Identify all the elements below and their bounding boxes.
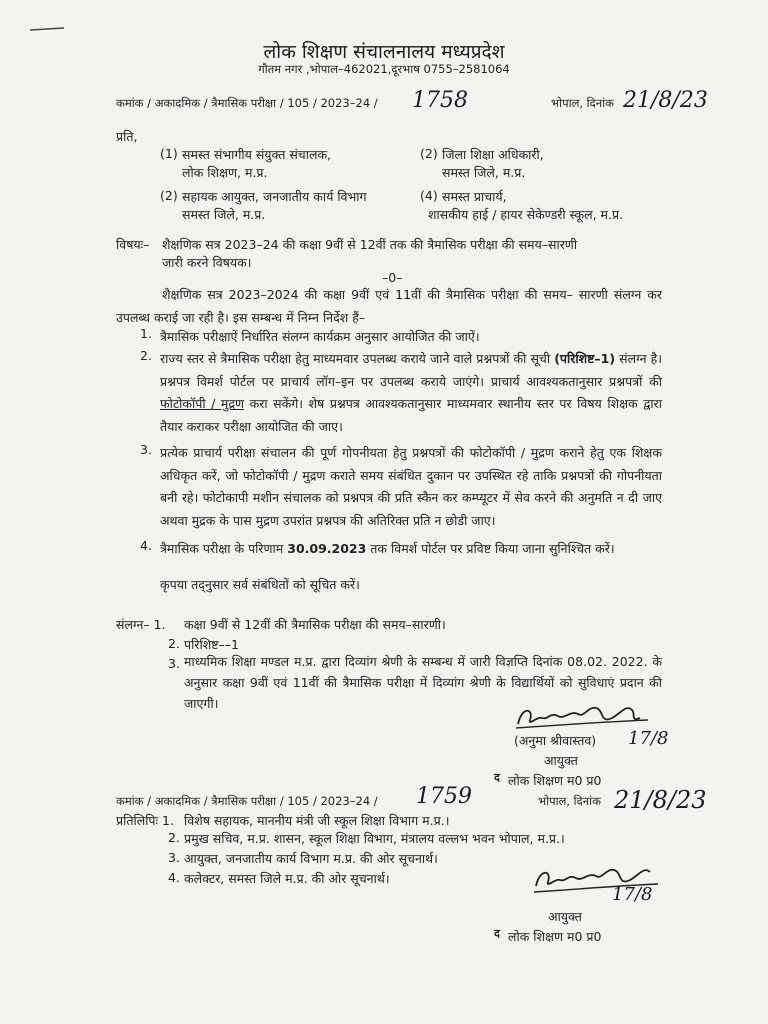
signature-handwritten-date: 17/8	[612, 884, 653, 905]
point-number: 1.	[140, 326, 152, 341]
signatory-title: आयुक्त	[548, 909, 582, 924]
intro-paragraph: शैक्षणिक सत्र 2023–2024 की कक्षा 9वीं एवं 11वीं की त्रैमासिक परीक्षा की समय– सारणी संलग्न कर उपलब्ध कराई जा रही है। इस सम्बन्ध में निम्न निर्देश हैं–	[116, 287, 662, 325]
copy-number: 4.	[168, 870, 180, 885]
ref-handwritten-date: 21/8/23	[614, 786, 707, 814]
ref-number: कमांक / अकादमिक / त्रैमासिक परीक्षा / 105 / 2023–24 /	[116, 96, 378, 110]
point-number: 2.	[140, 348, 152, 363]
copy-label: प्रतिलिपिः 1.	[116, 813, 174, 828]
point-paragraph	[160, 348, 662, 438]
signature-handwritten-date: 17/8	[628, 728, 669, 749]
recipient-line: समस्त प्राचार्य,	[442, 189, 507, 204]
point-text: तक विमर्श पोर्टल पर प्रविष्ट किया जाना सुनिश्चित करें।	[366, 541, 615, 556]
ref-number: कमांक / अकादमिक / त्रैमासिक परीक्षा / 105 / 2023–24 /	[116, 794, 378, 808]
recipient-line: लोक शिक्षण, म.प्र.	[182, 165, 268, 180]
point-text: संलग्न है। प्रश्नपत्र विमर्श पोर्टल पर प्राचार्य लॉग–इन पर उपलब्ध कराये जाएंगे। प्राचार्य आवश्यकतानुसार प्रश्नपत्रों की	[160, 351, 662, 389]
point-text: प्रत्येक प्राचार्य परीक्षा संचालन की पूर्ण गोपनीयता हेतु प्रश्नपत्रों की फोटोकॉपी / मुद्रण कराने हेतु एक शिक्षक अधिकृत करें, जो फोटोकॉपी / मुद्रण कराते समय संबंधित दुकान पर उपस्थित रहे ताकि प्रश्नपत्रों की गोपनीयता बनी रहे। फोटोकापी मशीन संचालक को प्रश्नपत्र की प्रति स्कैन कर कम्प्यूटर में सेव करने की अनुमति न दी जाए अथवा मुद्रक के पास मुद्रण उपरांत प्रश्नपत्र की अतिरिक्त प्रति न छोडी जाए।	[160, 445, 662, 528]
closing-line: कृपया तद्नुसार सर्व संबंधितों को सूचित करें।	[160, 577, 360, 592]
subject-line: जारी करने विषयक।	[162, 255, 252, 270]
recipient-line: शासकीय हाई / हायर सेकेण्डरी स्कूल, म.प्र.	[428, 207, 624, 222]
enclosure-label: संलग्न– 1.	[116, 617, 166, 632]
signatory-dept: लोक शिक्षण म0 प्र0	[508, 929, 602, 944]
copy-item: कलेक्टर, समस्त जिले म.प्र. की ओर सूचनार्थ।	[184, 871, 390, 886]
org-title: लोक शिक्षण संचालनालय मध्यप्रदेश	[263, 41, 505, 63]
signatory-dept: लोक शिक्षण म0 प्र0	[508, 773, 602, 788]
point-text: करा सकेंगे। शेष प्रश्नपत्र आवश्यकतानुसार माध्यमवार स्थानीय स्तर पर विषय शिक्षक द्वारा तैयार कराकर परीक्षा आयोजित की जाए।	[160, 396, 662, 434]
subject-label: विषयः–	[116, 237, 150, 252]
enclosure-item: माध्यमिक शिक्षा मण्डल म.प्र. द्वारा दिव्यांग श्रेणी के सम्बन्ध में जारी विज्ञप्ति दिनांक 08.02. 2022. के अनुसार कक्षा 9वीं एवं 11वीं की त्रैमासिक परीक्षा में दिव्यांग श्रेणी के विद्यार्थियों को सुविधाएं प्रदान की जाएगी।	[184, 654, 662, 711]
enclosure-item: परिशिष्ट––1	[184, 637, 239, 652]
recipient-line: सहायक आयुक्त, जनजातीय कार्य विभाग	[182, 189, 367, 204]
divider: –0–	[382, 270, 403, 285]
point-text: त्रैमासिक परीक्षाऐं निर्धारित संलग्न कार्यक्रम अनुसार आयोजित की जाऐं।	[160, 329, 480, 344]
point-text: राज्य स्तर से त्रैमासिक परीक्षा हेतु माध्यमवार उपलब्ध कराये जाने वाले प्रश्नपत्रों की सूची	[160, 351, 551, 366]
point-number: 4.	[140, 538, 152, 553]
ref-place-date: भोपाल, दिनांक	[538, 794, 601, 808]
initial-mark: द	[494, 927, 500, 940]
point-number: 3.	[140, 442, 152, 457]
corner-mark	[28, 24, 68, 36]
recipient-number: (2)	[160, 188, 178, 203]
signatory-name: (अनुमा श्रीवास्तव)	[514, 733, 597, 748]
underlined-text: फोटोकॉपी / मुद्रण	[160, 396, 245, 411]
recipient-number: (2)	[420, 146, 438, 161]
point-text: त्रैमासिक परीक्षा के परिणाम	[160, 541, 288, 556]
recipient-line: जिला शिक्षा अधिकारी,	[442, 147, 544, 162]
ref-handwritten-number: 1759	[416, 784, 472, 809]
subject-line: शैक्षणिक सत्र 2023–24 की कक्षा 9वीं से 12वीं तक की त्रैमासिक परीक्षा की समय–सारणी	[162, 237, 578, 252]
enclosure-number: 3.	[168, 656, 180, 671]
copy-item: प्रमुख सचिव, म.प्र. शासन, स्कूल शिक्षा विभाग, मंत्रालय वल्लभ भवन भोपाल, म.प्र.।	[184, 831, 565, 846]
org-address: गौतम नगर ,भोपाल–462021,दूरभाष 0755–2581064	[258, 62, 510, 76]
signatory-title: आयुक्त	[544, 753, 578, 768]
copy-number: 3.	[168, 850, 180, 865]
copy-item: विशेष सहायक, माननीय मंत्री जी स्कूल शिक्षा विभाग म.प्र.।	[184, 813, 450, 828]
deadline-date: 30.09.2023	[287, 541, 367, 556]
enclosure-item: कक्षा 9वीं से 12वीं की त्रैमासिक परीक्षा की समय–सारणी।	[184, 617, 446, 632]
to-label: प्रति,	[116, 129, 138, 144]
initial-mark: द	[494, 771, 500, 784]
ref-handwritten-number: 1758	[412, 88, 468, 113]
annexure-ref: (परिशिष्ट–1)	[554, 351, 616, 366]
recipient-line: समस्त संभागीय संयुक्त संचालक,	[182, 147, 332, 162]
point-paragraph	[160, 538, 662, 561]
ref-place-date: भोपाल, दिनांक	[551, 96, 614, 110]
enclosure-number: 2.	[168, 636, 180, 651]
recipient-line: समस्त जिले, म.प्र.	[182, 207, 266, 222]
copy-number: 2.	[168, 830, 180, 845]
copy-item: आयुक्त, जनजातीय कार्य विभाग म.प्र. की ओर सूचनार्थ।	[184, 851, 438, 866]
recipient-line: समस्त जिले, म.प्र.	[442, 165, 526, 180]
ref-handwritten-date: 21/8/23	[623, 88, 708, 113]
recipient-number: (1)	[160, 146, 178, 161]
recipient-number: (4)	[420, 188, 438, 203]
